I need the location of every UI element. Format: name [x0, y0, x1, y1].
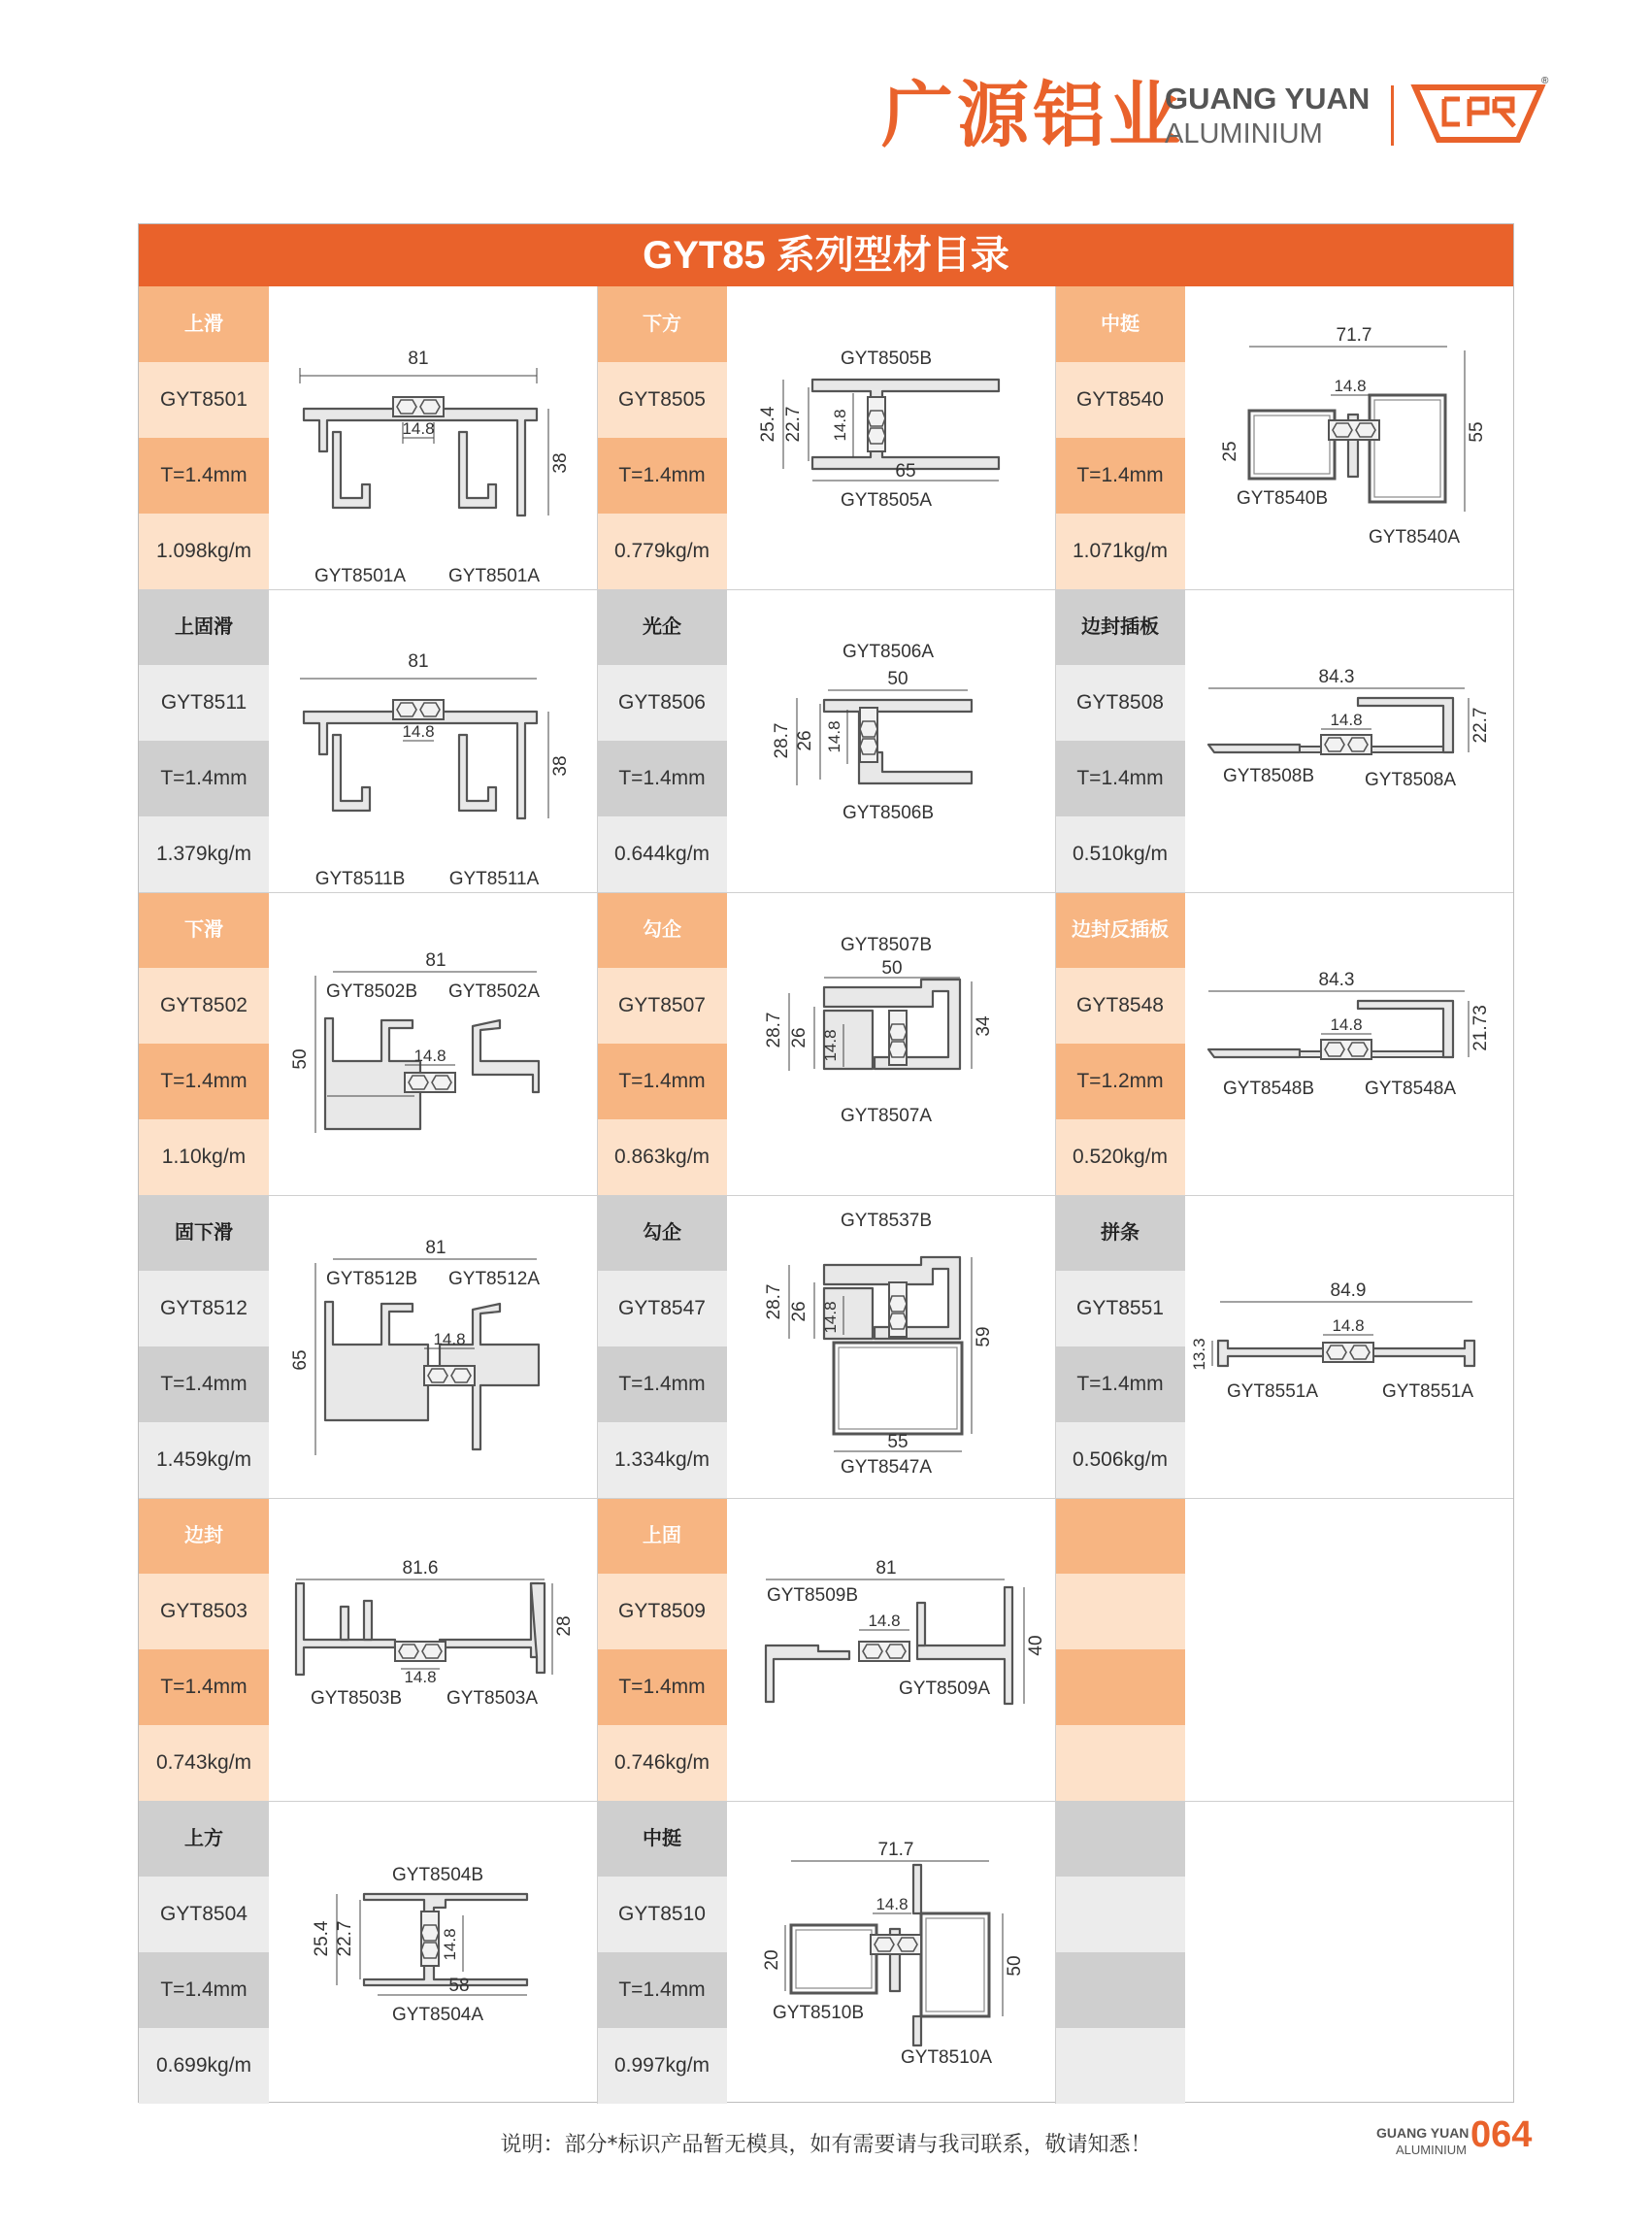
dimension-label: 81 — [425, 950, 446, 971]
profile-weight: 0.506kg/m — [1055, 1422, 1185, 1498]
footer-note: 说明：部分*标识产品暂无模具，如有需要请与我司联系，敬请知悉！ — [500, 2133, 1152, 2157]
profile-cross-section-svg — [269, 1195, 597, 1498]
profile-name: 勾企 — [597, 892, 727, 968]
profile-drawing — [727, 892, 1055, 1195]
profile-name: 边封插板 — [1055, 589, 1185, 665]
profile-outline — [766, 1645, 849, 1702]
dimension-label: 65 — [290, 1349, 311, 1371]
profile-outline — [459, 432, 496, 508]
profile-drawing — [1185, 1195, 1513, 1498]
part-code-label: GYT8551A — [1227, 1381, 1318, 1402]
dimension-label: 65 — [895, 461, 916, 482]
dimension-label: 40 — [1026, 1635, 1046, 1656]
profile-outline — [917, 1603, 925, 1645]
dimension-label: 58 — [448, 1976, 470, 1996]
part-code-label: GYT8540B — [1237, 488, 1328, 509]
profile-name: 上固滑 — [139, 589, 269, 665]
profile-outline — [1366, 1341, 1474, 1366]
profile-drawing — [269, 1498, 597, 1801]
profile-cross-section-svg — [269, 892, 597, 1195]
profile-code: GYT8503 — [139, 1574, 269, 1649]
dimension-label: 28 — [554, 1615, 575, 1637]
dimension-label: 84.9 — [1330, 1280, 1367, 1301]
profile-drawing — [727, 1498, 1055, 1801]
dimension-label: 26 — [795, 730, 815, 751]
grid-divider — [139, 892, 1513, 893]
dimension-label: 71.7 — [877, 1840, 914, 1860]
part-code-label: GYT8540A — [1369, 527, 1460, 548]
profile-code: GYT8502 — [139, 968, 269, 1044]
dimension-label: 71.7 — [1336, 325, 1372, 346]
grid-divider — [139, 1801, 1513, 1802]
profile-outline — [1208, 1049, 1300, 1057]
profile-outline — [824, 700, 972, 783]
dimension-label: 14.8 — [1332, 1316, 1365, 1335]
dimension-label: 13.3 — [1190, 1338, 1208, 1371]
dimension-label: 14.8 — [825, 720, 843, 753]
profile-outline — [1218, 1341, 1331, 1366]
part-code-label: GYT8503B — [311, 1688, 402, 1709]
dimension-label: 38 — [550, 452, 571, 474]
profile-code: GYT8505 — [597, 362, 727, 438]
part-code-label: GYT8502A — [448, 981, 540, 1002]
part-code-label: GYT8508B — [1223, 766, 1314, 786]
dimension-label: 28.7 — [764, 1283, 784, 1320]
profile-thickness — [1055, 1649, 1185, 1725]
part-code-label: GYT8501A — [448, 566, 540, 586]
dimension-label: 26 — [789, 1027, 809, 1048]
part-code-label: GYT8501A — [314, 566, 406, 586]
profile-outline — [913, 1865, 921, 1913]
profile-drawing — [269, 589, 597, 892]
profile-code: GYT8540 — [1055, 362, 1185, 438]
profile-name: 勾企 — [597, 1195, 727, 1271]
dimension-label: 14.8 — [404, 1668, 437, 1686]
profile-code: GYT8547 — [597, 1271, 727, 1346]
profile-name: 固下滑 — [139, 1195, 269, 1271]
footer-brand-line2: ALUMINIUM — [1396, 2143, 1467, 2157]
profile-thickness: T=1.4mm — [1055, 438, 1185, 514]
dimension-label: 25.4 — [312, 1920, 332, 1957]
profile-weight: 0.699kg/m — [139, 2028, 269, 2104]
part-code-label: GYT8512A — [448, 1269, 540, 1289]
dimension-label: 14.8 — [1334, 377, 1367, 395]
dimension-label: 14.8 — [821, 1301, 840, 1334]
catalog-cell — [1055, 1195, 1513, 1498]
catalog-cell — [597, 1195, 1055, 1498]
profile-cross-section-svg — [269, 286, 597, 589]
profile-name: 边封反插板 — [1055, 892, 1185, 968]
profile-cross-section-svg — [727, 1498, 1055, 1801]
catalog-cell — [139, 1195, 597, 1498]
dimension-label: 28.7 — [764, 1012, 784, 1048]
catalog-cell — [139, 892, 597, 1195]
catalog-cell — [139, 589, 597, 892]
profile-code: GYT8548 — [1055, 968, 1185, 1044]
dimension-label: 21.73 — [1470, 1005, 1491, 1051]
profile-name: 拼条 — [1055, 1195, 1185, 1271]
profile-drawing — [1185, 589, 1513, 892]
dimension-label: 14.8 — [413, 1047, 446, 1065]
part-code-label: GYT8508A — [1365, 770, 1456, 790]
part-code-label: GYT8506A — [843, 642, 934, 662]
catalog-title: GYT85 系列型材目录 — [139, 224, 1513, 286]
brand-english-line1: GUANG YUAN — [1165, 82, 1371, 116]
dimension-label: 22.7 — [1470, 707, 1491, 744]
profile-outline — [333, 735, 370, 811]
part-code-label: GYT8548B — [1223, 1079, 1314, 1099]
dimension-label: 55 — [1467, 421, 1487, 443]
catalog-cell — [1055, 1498, 1513, 1801]
profile-drawing — [1185, 286, 1513, 589]
dimension-label: 14.8 — [1330, 1015, 1363, 1034]
catalog-cell — [139, 1498, 597, 1801]
dimension-label: 84.3 — [1318, 667, 1355, 687]
catalog-cell — [1055, 892, 1513, 1195]
dimension-label: 14.8 — [868, 1612, 901, 1630]
profile-weight: 0.779kg/m — [597, 514, 727, 589]
profile-name — [1055, 1498, 1185, 1574]
profile-code: GYT8504 — [139, 1877, 269, 1952]
profile-name: 中挺 — [1055, 286, 1185, 362]
dimension-label: 81.6 — [402, 1558, 439, 1579]
profile-name: 中挺 — [597, 1801, 727, 1877]
profile-drawing — [1185, 1801, 1513, 2104]
profile-code: GYT8501 — [139, 362, 269, 438]
catalog-cell — [597, 1801, 1055, 2104]
profile-code — [1055, 1574, 1185, 1649]
catalog-cell — [1055, 286, 1513, 589]
profile-cross-section-svg — [727, 892, 1055, 1195]
catalog-cell — [597, 286, 1055, 589]
profile-weight: 0.520kg/m — [1055, 1119, 1185, 1195]
guangyuan-logo-icon — [1405, 76, 1551, 161]
profile-outline — [459, 735, 496, 811]
catalog-cell — [597, 1498, 1055, 1801]
profile-code: GYT8508 — [1055, 665, 1185, 741]
part-code-label: GYT8503A — [446, 1688, 538, 1709]
profile-weight: 0.997kg/m — [597, 2028, 727, 2104]
grid-divider — [139, 589, 1513, 590]
profile-name: 下滑 — [139, 892, 269, 968]
profile-code: GYT8509 — [597, 1574, 727, 1649]
profile-thickness — [1055, 1952, 1185, 2028]
profile-weight: 0.743kg/m — [139, 1725, 269, 1801]
part-code-label: GYT8510B — [773, 2003, 864, 2023]
dimension-label: 14.8 — [831, 409, 849, 442]
dimension-label: 50 — [887, 669, 909, 689]
profile-drawing — [1185, 1498, 1513, 1801]
part-code-label: GYT8507A — [841, 1106, 932, 1126]
part-code-label: GYT8537B — [841, 1211, 932, 1231]
profile-code: GYT8511 — [139, 665, 269, 741]
profile-drawing — [727, 589, 1055, 892]
profile-cross-section-svg — [727, 286, 1055, 589]
grid-divider — [139, 1195, 1513, 1196]
profile-weight: 0.510kg/m — [1055, 816, 1185, 892]
part-code-label: GYT8504A — [392, 2005, 483, 2025]
dimension-label: 14.8 — [402, 419, 435, 438]
profile-thickness: T=1.4mm — [597, 1044, 727, 1119]
profile-outline — [913, 2016, 921, 2045]
dimension-label: 59 — [974, 1326, 994, 1347]
profile-outline — [364, 1601, 372, 1640]
profile-drawing — [1185, 892, 1513, 1195]
catalog-cell — [1055, 1801, 1513, 2104]
profile-cross-section-svg — [269, 589, 597, 892]
profile-weight: 0.863kg/m — [597, 1119, 727, 1195]
profile-thickness: T=1.4mm — [139, 438, 269, 514]
profile-catalog — [138, 223, 1514, 2103]
profile-name: 下方 — [597, 286, 727, 362]
dimension-label: 50 — [1005, 1955, 1025, 1977]
dimension-label: 34 — [974, 1015, 994, 1037]
profile-cross-section-svg — [269, 1498, 597, 1801]
profile-thickness: T=1.4mm — [1055, 741, 1185, 816]
profile-name: 上滑 — [139, 286, 269, 362]
profile-drawing — [269, 892, 597, 1195]
part-code-label: GYT8505A — [841, 490, 932, 511]
registered-mark: ® — [1541, 76, 1549, 86]
dimension-label: 25.4 — [758, 406, 778, 443]
catalog-cell — [597, 892, 1055, 1195]
profile-drawing — [269, 286, 597, 589]
part-code-label: GYT8511A — [448, 869, 540, 889]
part-code-label: GYT8502B — [326, 981, 417, 1002]
profile-thickness: T=1.4mm — [597, 438, 727, 514]
profile-outline — [473, 1020, 539, 1092]
page-number: 064 — [1470, 2114, 1533, 2155]
profile-code: GYT8507 — [597, 968, 727, 1044]
part-code-label: GYT8512B — [326, 1269, 417, 1289]
part-code-label: GYT8504B — [392, 1865, 483, 1885]
profile-name: 光企 — [597, 589, 727, 665]
profile-cross-section-svg — [269, 1801, 597, 2104]
profile-cross-section-svg — [1185, 1801, 1513, 2104]
profile-weight: 1.379kg/m — [139, 816, 269, 892]
profile-cross-section-svg — [727, 1195, 1055, 1498]
profile-code: GYT8506 — [597, 665, 727, 741]
profile-outline — [1208, 745, 1300, 752]
profile-cross-section-svg — [1185, 286, 1513, 589]
profile-code: GYT8512 — [139, 1271, 269, 1346]
dimension-label: 14.8 — [1330, 711, 1363, 729]
part-code-label: GYT8509A — [899, 1679, 990, 1699]
profile-name — [1055, 1801, 1185, 1877]
dimension-label: 20 — [762, 1949, 782, 1971]
profile-thickness: T=1.4mm — [139, 1044, 269, 1119]
profile-code: GYT8551 — [1055, 1271, 1185, 1346]
profile-outline — [333, 432, 370, 508]
part-code-label: GYT8507B — [841, 935, 932, 955]
footer-brand-line1: GUANG YUAN — [1376, 2125, 1470, 2141]
profile-weight: 1.334kg/m — [597, 1422, 727, 1498]
part-code-label: GYT8547A — [841, 1457, 932, 1478]
profile-code: GYT8510 — [597, 1877, 727, 1952]
profile-outline — [325, 1302, 428, 1420]
profile-cross-section-svg — [1185, 1195, 1513, 1498]
profile-drawing — [727, 286, 1055, 589]
profile-cross-section-svg — [1185, 1498, 1513, 1801]
profile-cross-section-svg — [1185, 589, 1513, 892]
profile-weight: 1.098kg/m — [139, 514, 269, 589]
profile-weight: 1.10kg/m — [139, 1119, 269, 1195]
profile-thickness: T=1.4mm — [597, 1346, 727, 1422]
profile-outline — [341, 1607, 348, 1640]
brand-chinese-name: 广源铝业 — [881, 74, 1184, 157]
grid-divider — [139, 1498, 1513, 1499]
profile-drawing — [727, 1801, 1055, 2104]
dimension-label: 26 — [789, 1301, 809, 1322]
profile-thickness: T=1.4mm — [139, 1346, 269, 1422]
profile-thickness: T=1.4mm — [597, 1952, 727, 2028]
dimension-label: 14.8 — [433, 1330, 466, 1348]
dimension-label: 38 — [550, 755, 571, 777]
profile-weight: 0.644kg/m — [597, 816, 727, 892]
profile-thickness: T=1.4mm — [139, 1649, 269, 1725]
profile-thickness: T=1.4mm — [597, 741, 727, 816]
profile-name: 上方 — [139, 1801, 269, 1877]
dimension-label: 14.8 — [876, 1895, 909, 1913]
profile-drawing — [269, 1195, 597, 1498]
profile-name: 上固 — [597, 1498, 727, 1574]
profile-weight — [1055, 1725, 1185, 1801]
dimension-label: 50 — [290, 1048, 311, 1070]
profile-thickness: T=1.4mm — [597, 1649, 727, 1725]
profile-thickness: T=1.2mm — [1055, 1044, 1185, 1119]
profile-cross-section-svg — [1185, 892, 1513, 1195]
part-code-label: GYT8510A — [901, 2047, 992, 2068]
dimension-label: 84.3 — [1318, 970, 1355, 990]
catalog-cell — [597, 589, 1055, 892]
profile-cross-section-svg — [727, 589, 1055, 892]
part-code-label: GYT8548A — [1365, 1079, 1456, 1099]
part-code-label: GYT8511B — [314, 869, 406, 889]
catalog-cell — [139, 1801, 597, 2104]
dimension-label: 81 — [425, 1238, 446, 1258]
catalog-cell — [1055, 589, 1513, 892]
part-code-label: GYT8505B — [841, 349, 932, 369]
profile-thickness: T=1.4mm — [139, 741, 269, 816]
profile-weight: 1.459kg/m — [139, 1422, 269, 1498]
profile-name: 边封 — [139, 1498, 269, 1574]
catalog-cell — [139, 286, 597, 589]
dimension-label: 81 — [408, 349, 429, 369]
dimension-label: 14.8 — [821, 1029, 840, 1062]
dimension-label: 14.8 — [402, 722, 435, 741]
profile-thickness: T=1.4mm — [139, 1952, 269, 2028]
part-code-label: GYT8509B — [767, 1585, 858, 1606]
part-code-label: GYT8551A — [1382, 1381, 1473, 1402]
profile-drawing — [269, 1801, 597, 2104]
dimension-label: 22.7 — [783, 406, 804, 443]
profile-weight: 0.746kg/m — [597, 1725, 727, 1801]
dimension-label: 22.7 — [335, 1920, 355, 1957]
brand-separator — [1391, 85, 1394, 146]
part-code-label: GYT8506B — [843, 803, 934, 823]
dimension-label: 28.7 — [772, 722, 792, 759]
dimension-label: 14.8 — [441, 1928, 459, 1961]
dimension-label: 25 — [1220, 441, 1240, 462]
dimension-label: 50 — [881, 958, 903, 979]
dimension-label: 81 — [876, 1558, 897, 1579]
profile-weight: 1.071kg/m — [1055, 514, 1185, 589]
profile-code — [1055, 1877, 1185, 1952]
profile-drawing — [727, 1195, 1055, 1498]
dimension-label: 81 — [408, 651, 429, 672]
brand-english-line2: ALUMINIUM — [1165, 118, 1323, 150]
dimension-label: 55 — [887, 1432, 909, 1452]
profile-thickness: T=1.4mm — [1055, 1346, 1185, 1422]
profile-weight — [1055, 2028, 1185, 2104]
profile-cross-section-svg — [727, 1801, 1055, 2104]
